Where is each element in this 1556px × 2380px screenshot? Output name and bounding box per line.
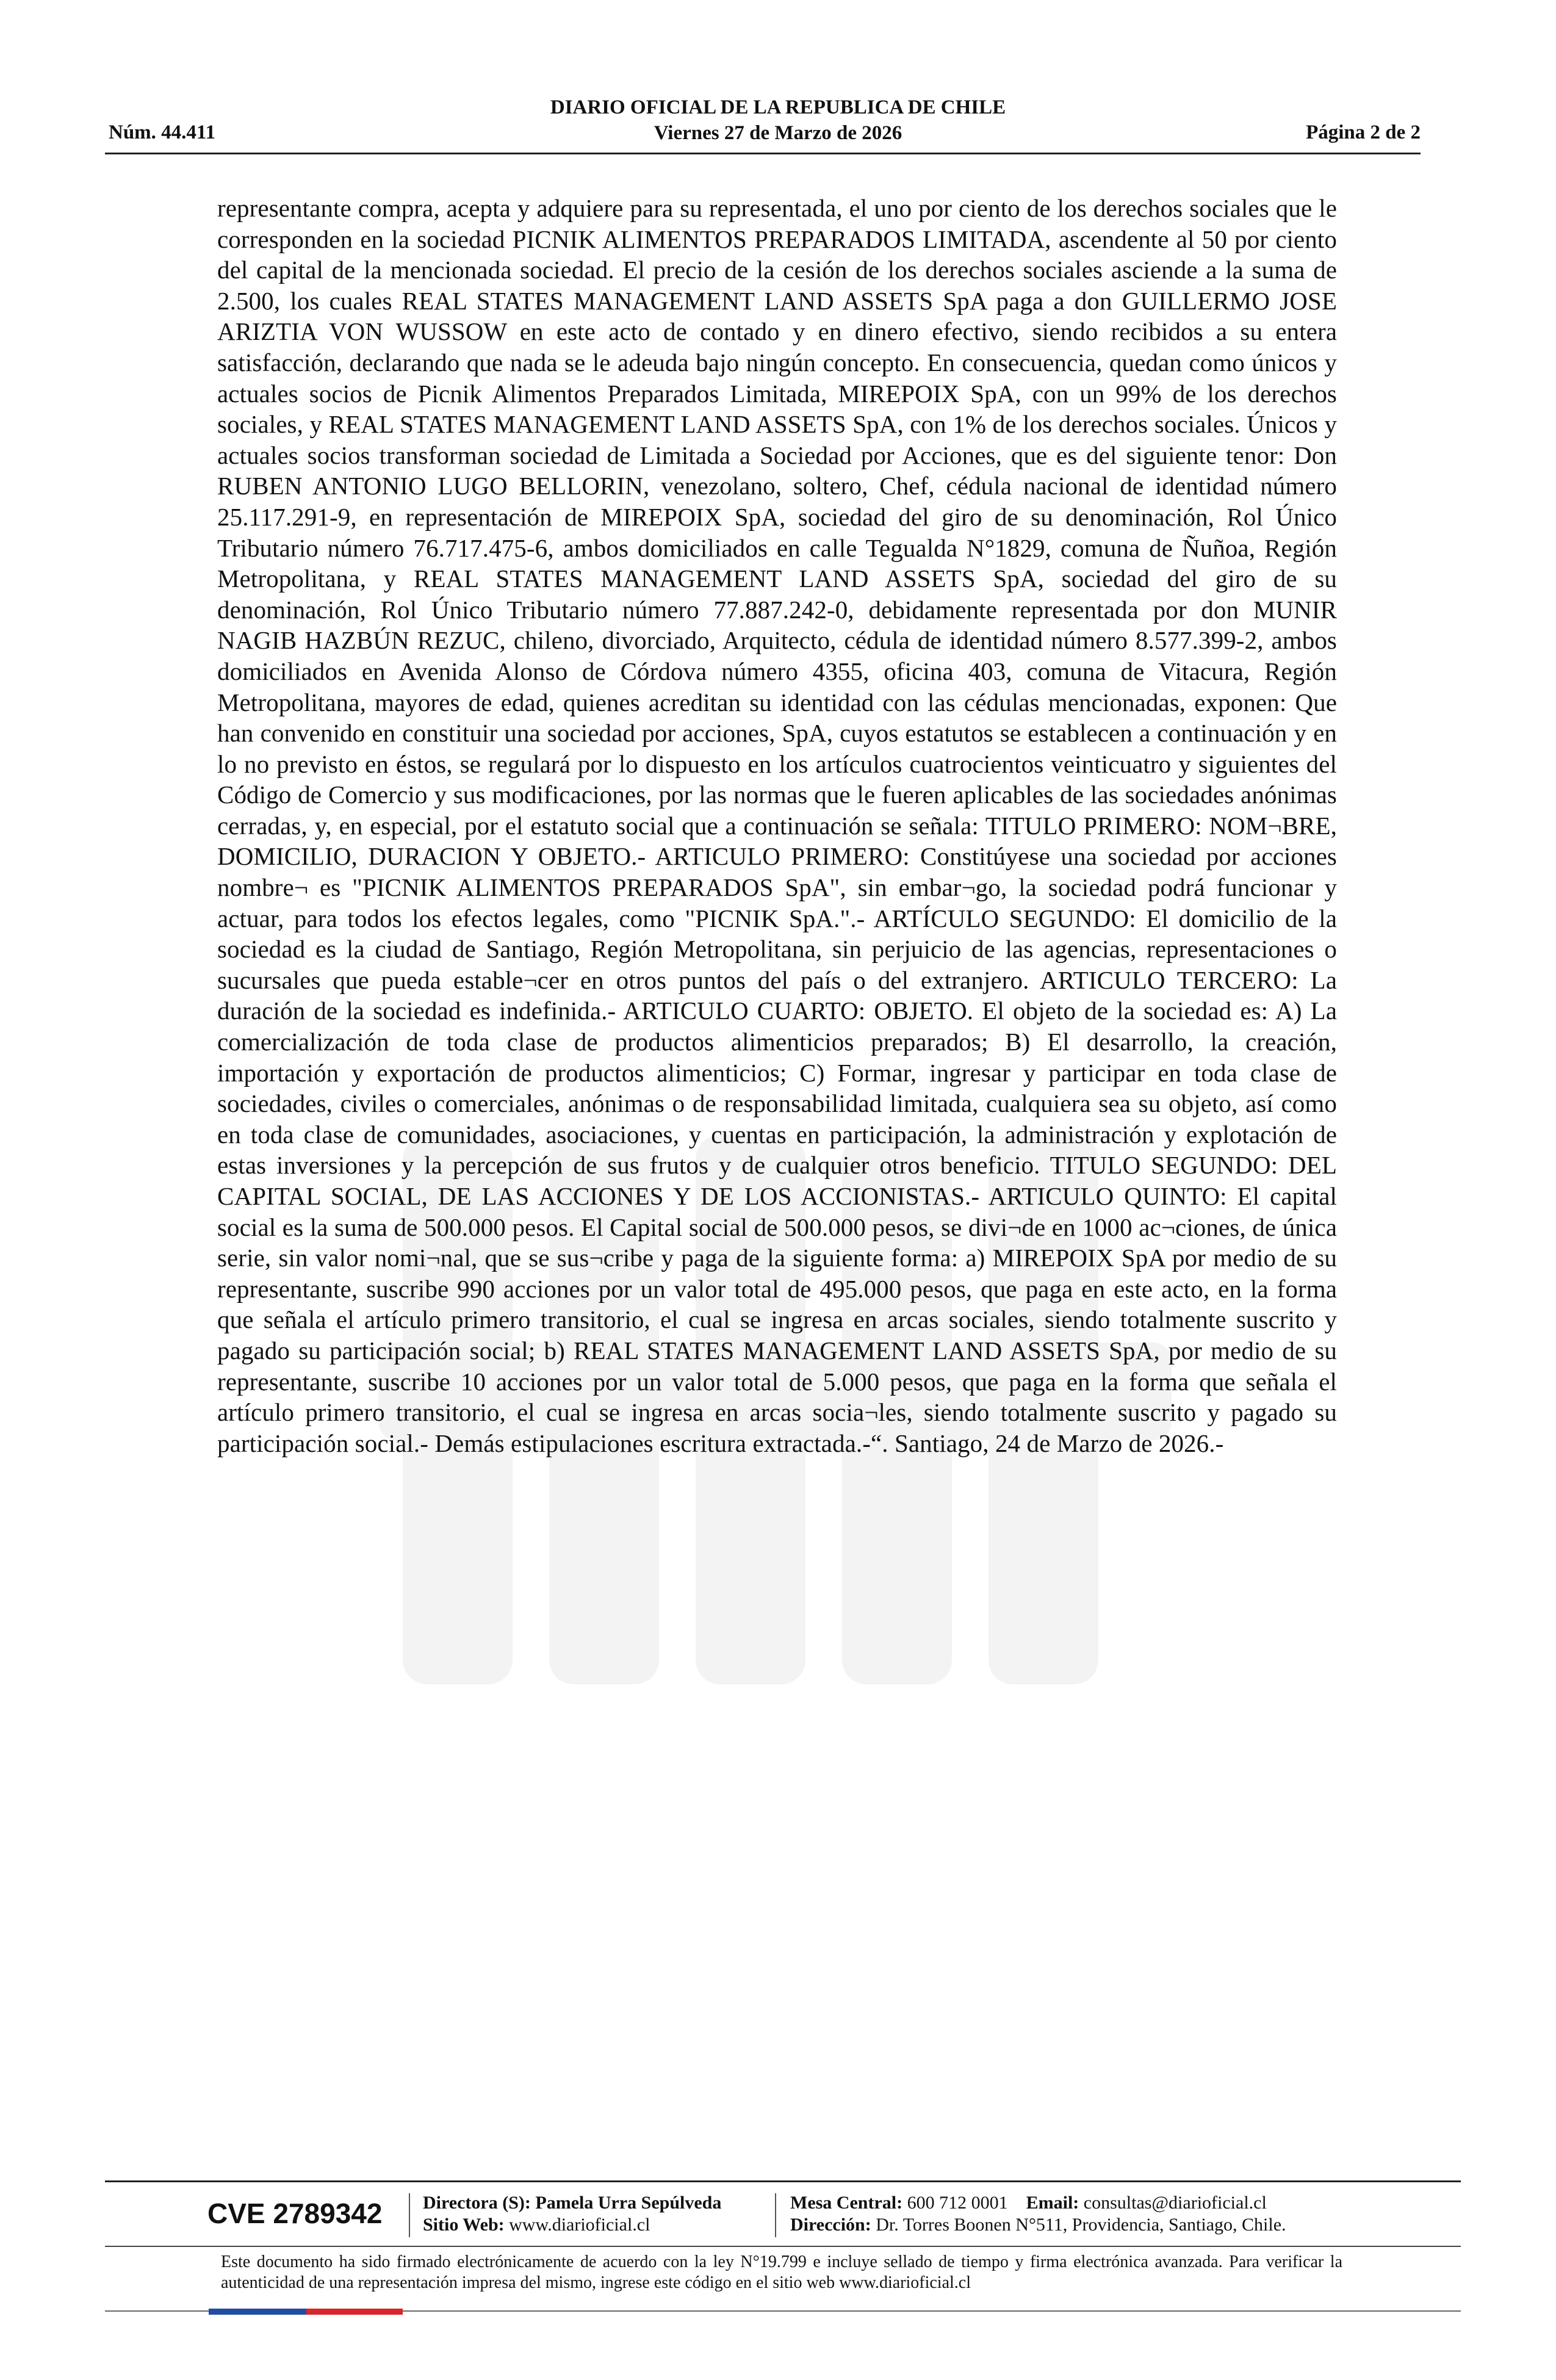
website-link[interactable]: www.diarioficial.cl bbox=[509, 2215, 650, 2235]
address-text: Dr. Torres Boonen N°511, Providencia, Santiago, Chile. bbox=[876, 2215, 1286, 2235]
document-body: representante compra, acepta y adquiere para su representada, el uno por ciento de los derechos sociales que le corresponden en la sociedad PICNIK ALIMENTOS PREPARADOS LIMITADA, ascendente al 50 por ciento del capital de la mencionada sociedad. El precio de la cesión de los derechos sociales asciende a la suma de 2.500, los cuales REAL STATES MANAGEMENT LAND ASSETS SpA paga a don GUILLERMO JOSE ARIZTIA VON WUSSOW en este acto de contado y en dinero efectivo, siendo recibidos a su entera satisfacción, declarando que nada se le adeuda bajo ningún concepto. En consecuencia, quedan como únicos y actuales socios de Picnik Alimentos Preparados Limitada, MIREPOIX SpA, con un 99% de los derechos sociales, y REAL STATES MANAGEMENT LAND ASSETS SpA, con 1% de los derechos sociales. Únicos y actuales socios transforman sociedad de Limitada a Sociedad por Acciones, que es del siguiente tenor: Don RUBEN ANTONIO LUGO BELLORIN, venezolano, soltero, Chef, cédula nacional de identidad número 25.117.291-9, en representación de MIREPOIX SpA, sociedad del giro de su denominación, Rol Único Tributario número 76.717.475-6, ambos domiciliados en calle Tegualda N°1829, comuna de Ñuñoa, Región Metropolitana, y REAL STATES MANAGEMENT LAND ASSETS SpA, sociedad del giro de su denominación, Rol Único Tributario número 77.887.242-0, debidamente representada por don MUNIR NAGIB HAZBÚN REZUC, chileno, divorciado, Arquitecto, cédula de identidad número 8.577.399-2, ambos domiciliados en Avenida Alonso de Córdova número 4355, oficina 403, comuna de Vitacura, Región Metropolitana, mayores de edad, quienes acreditan su identidad con las cédulas mencionadas, exponen: Que han convenido en constituir una sociedad por acciones, SpA, cuyos estatutos se establecen a continuación y en lo no previsto en éstos, se regulará por lo dispuesto en los artículos cuatrocientos veinticuatro y siguientes del Código de Comercio y sus modificaciones, por las normas que le fueren aplicables de las sociedades anónimas cerradas, y, en especial, por el estatuto social que a continuación se señala: TITULO PRIMERO: NOM¬BRE, DOMICILIO, DURACION Y OBJETO.- ARTICULO PRIMERO: Constitúyese una sociedad por acciones nombre¬ es "PICNIK ALIMENTOS PREPARADOS SpA", sin embar¬go, la sociedad podrá funcionar y actuar, para todos los efectos legales, como "PICNIK SpA.".- ARTÍCULO SEGUNDO: El domicilio de la sociedad es la ciudad de Santiago, Región Metropolitana, sin perjuicio de las agencias, representaciones o sucursales que pueda estable¬cer en otros puntos del país o del extranjero. ARTICULO TERCERO: La duración de la sociedad es indefinida.- ARTICULO CUARTO: OBJETO. El objeto de la sociedad es: A) La comercialización de toda clase de productos alimenticios preparados; B) El desarrollo, la creación, importación y exportación de productos alimenticios; C) Formar, ingresar y participar en toda clase de sociedades, civiles o comerciales, anónimas o de responsabilidad limitada, cualquiera sea su objeto, así como en toda clase de comunidades, asociaciones, y cuentas en participación, la administración y explotación de estas inversiones y la percepción de sus frutos y de cualquier otros beneficio. TITULO SEGUNDO: DEL CAPITAL SOCIAL, DE LAS ACCIONES Y DE LOS ACCIONISTAS.- ARTICULO QUINTO: El capital social es la suma de 500.000 pesos. El Capital social de 500.000 pesos, se divi¬de en 1000 ac¬ciones, de única serie, sin valor nomi¬nal, que se sus¬cribe y paga de la siguiente forma: a) MIREPOIX SpA por medio de su representante, suscribe 990 acciones por un valor total de 495.000 pesos, que paga en este acto, en la forma que señala el artículo primero transitorio, el cual se ingresa en arcas sociales, siendo totalmente suscrito y pagado su participación social; b) REAL STATES MANAGEMENT LAND ASSETS SpA, por medio de su representante, suscribe 10 acciones por un valor total de 5.000 pesos, que paga en la forma que señala el artículo primero transitorio, el cual se ingresa en arcas socia¬les, siendo totalmente suscrito y pagado su participación social.- Demás estipulaciones escritura extractada.-“. Santiago, 24 de Marzo de 2026.- bbox=[217, 194, 1337, 1457]
flag-red-stripe bbox=[306, 2309, 403, 2315]
cve-code: CVE 2789342 bbox=[207, 2198, 383, 2229]
issue-number: Núm. 44.411 bbox=[109, 121, 216, 143]
flag-stripe bbox=[209, 2309, 403, 2315]
website-label: Sitio Web: bbox=[423, 2215, 505, 2235]
publication-date: Viernes 27 de Marzo de 2026 bbox=[654, 122, 902, 144]
address-label: Dirección: bbox=[790, 2215, 871, 2235]
flag-blue-stripe bbox=[209, 2309, 306, 2315]
signature-note: Este documento ha sido firmado electrónicamente de acuerdo con la ley N°19.799 e incluye sellado de tiempo y firma electrónica avanzada. Para verificar la autenticidad de una representación impresa del mismo, ingrese este código en el sitio web www.diarioficial.cl bbox=[221, 2252, 1342, 2292]
email-link[interactable]: consultas@diarioficial.cl bbox=[1083, 2193, 1267, 2213]
phone-number: 600 712 0001 bbox=[907, 2193, 1008, 2213]
footer-separator bbox=[409, 2193, 410, 2237]
footer-divider-top bbox=[105, 2180, 1461, 2182]
director-name: Pamela Urra Sepúlveda bbox=[535, 2193, 722, 2213]
director-label: Directora (S): bbox=[423, 2193, 531, 2213]
publication-title: DIARIO OFICIAL DE LA REPUBLICA DE CHILE bbox=[550, 96, 1006, 118]
footer-contact-right bbox=[790, 2192, 1376, 2236]
header-divider bbox=[105, 153, 1421, 154]
phone-label: Mesa Central: bbox=[790, 2193, 903, 2213]
footer-contact-left bbox=[423, 2192, 771, 2236]
footer-divider-mid bbox=[105, 2246, 1461, 2247]
page-number: Página 2 de 2 bbox=[1306, 121, 1421, 143]
email-label: Email: bbox=[1026, 2193, 1079, 2213]
footer-separator bbox=[775, 2193, 776, 2237]
